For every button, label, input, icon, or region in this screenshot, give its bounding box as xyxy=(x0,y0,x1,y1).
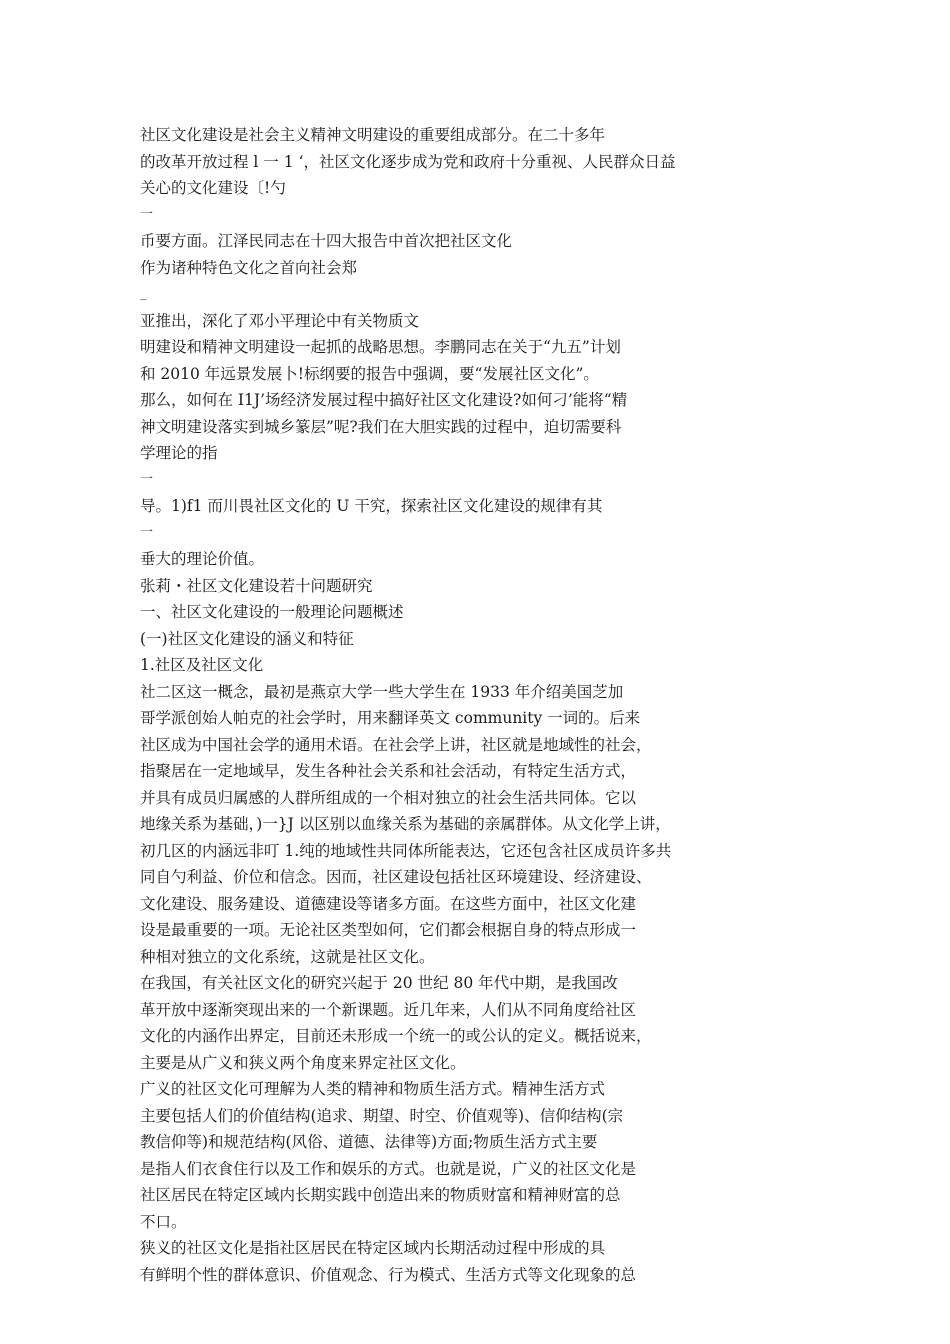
text-line: 在我国，有关社区文化的研究兴起于 20 世纪 80 年代中期，是我国改 xyxy=(140,974,618,992)
text-line: 学理论的指 xyxy=(140,444,218,462)
text-line: 种相对独立的文化系统，这就是社区文化。 xyxy=(140,947,435,966)
text-line: 1.社区及社区文化 xyxy=(140,656,264,674)
document-body xyxy=(140,122,740,1288)
text-line: 哥学派创始人帕克的社会学时，用来翻译英文 community 一词的。后来 xyxy=(140,709,641,727)
text-line: 并具有成员归属感的人群所组成的一个相对独立的社会生活共同体。它以 xyxy=(140,788,637,807)
text-line: 设是最重要的一项。无论社区类型如何，它们都会根据自身的特点形成一 xyxy=(140,921,637,939)
text-line: 币要方面。江泽民同志在十四大报告中首次把社区文化 xyxy=(140,232,513,250)
text-line: 初几区的内涵远非叮 1.纯的地域性共同体所能表达，它还包含社区成员许多共 xyxy=(140,841,672,860)
text-line: 不口。 xyxy=(140,1212,187,1231)
text-line: 广义的社区文化可理解为人类的精神和物质生活方式。精神生活方式 xyxy=(140,1080,606,1098)
text-line: 一 xyxy=(140,471,154,487)
text-line: 同自勺利益、价位和信念。因而，社区建设包括社区环境建设、经济建设、 xyxy=(140,868,652,886)
text-line: 神文明建设落实到城乡篆层”呢?我们在大胆实践的过程中，迫切需要科 xyxy=(140,417,622,436)
text-line: 教信仰等)和规范结构(风俗、道德、法律等)方面;物质生活方式主要 xyxy=(140,1133,598,1151)
text-line: 张莉・社区文化建设若十问题研究 xyxy=(140,576,373,595)
text-line: 垂大的理论价值。 xyxy=(140,550,265,568)
text-line: (一)社区文化建设的涵义和特征 xyxy=(140,629,354,648)
text-line: 文化建设、服务建设、道德建设等诸多方面。在这些方面中，社区文化建 xyxy=(140,894,637,913)
text-line: 狭义的社区文化是指社区居民在特定区域内长期活动过程中形成的具 xyxy=(140,1239,606,1257)
text-line: 明建设和精神文明建设一起抓的战略思想。李鹏同志在关于“九五”计划 xyxy=(140,338,621,356)
text-line: 主要包括人们的价值结构(追求、期望、时空、价值观等)、信仰结构(宗 xyxy=(140,1106,624,1125)
text-line: 一 xyxy=(140,206,154,222)
text-line: 和 2010 年远景发展卜!标纲要的报告中强调，要“发展社区文化”。 xyxy=(140,364,599,383)
text-line: 亚推出，深化了邓小平理论中有关物质文 xyxy=(140,311,420,330)
text-line: 导。1)f1 而川畏社区文化的 U 干究，探索社区文化建设的规律有其 xyxy=(140,497,603,515)
text-line: 指聚居在一定地域早，发生各种社会关系和社会活动，有特定生活方式， xyxy=(140,762,637,780)
text-line: 关心的文化建设〔!勺 xyxy=(140,179,286,197)
text-line: 一 xyxy=(140,524,154,540)
text-line: 革开放中逐渐突现出来的一个新课题。近几年来，人们从不同角度给社区 xyxy=(140,1000,637,1019)
text-line: 的改革开放过程 l 一 1 ‘，社区文化逐步成为党和政府十分重视、人民群众日益 xyxy=(140,152,676,171)
text-line: 地缘关系为基础，)一}J 以区别以血缘关系为基础的亲属群体。从文化学上讲， xyxy=(140,815,671,833)
text-line: 社区文化建设是社会主义精神文明建设的重要组成部分。在二十多年 xyxy=(140,126,606,144)
text-line: 文化的内涵作出界定，目前还未形成一个统一的或公认的定义。概括说来， xyxy=(140,1027,652,1045)
text-line: 主要是从广义和狭义两个角度来界定社区文化。 xyxy=(140,1053,466,1072)
text-line: 社二区这一概念，最初是燕京大学一些大学生在 1933 年介绍美国芝加 xyxy=(140,682,624,701)
text-line: 那么，如何在 I1J’场经济发展过程中搞好社区文化建设?如何刁’能将“精 xyxy=(140,391,628,409)
text-line: 社区居民在特定区域内长期实践中创造出来的物质财富和精神财富的总 xyxy=(140,1186,621,1204)
text-line: 作为诸种特色文化之首向社会郑 xyxy=(140,258,358,277)
text-line: 是指人们衣食住行以及工作和娱乐的方式。也就是说，广义的社区文化是 xyxy=(140,1159,637,1178)
text-line: 一、社区文化建设的一般理论问题概述 xyxy=(140,603,404,621)
text-line: 有鲜明个性的群体意识、价值观念、行为模式、生活方式等文化现象的总 xyxy=(140,1265,637,1284)
text-line: _ xyxy=(140,286,147,301)
text-line: 社区成为中国社会学的通用术语。在社会学上讲，社区就是地域性的社会， xyxy=(140,735,652,754)
